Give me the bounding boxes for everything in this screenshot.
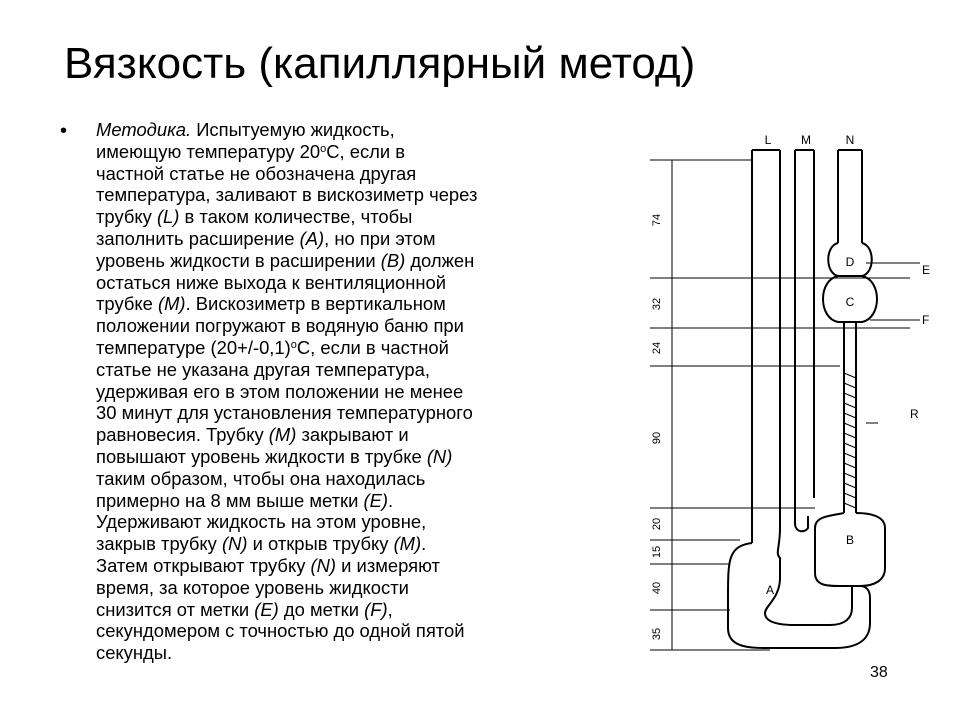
text-fragment: трубке	[96, 293, 158, 315]
body-line	[96, 468, 604, 490]
text-fragment: время, за которое уровень жидкости	[96, 576, 409, 598]
degree-superscript: о	[320, 142, 327, 155]
body-line	[96, 163, 604, 185]
viscometer-diagram	[630, 128, 940, 676]
body-line	[96, 359, 604, 381]
body-line	[96, 250, 604, 272]
text-fragment: до метки	[278, 598, 365, 620]
label-n: N	[845, 133, 855, 147]
label-d: D	[845, 255, 855, 269]
slide-title: Вязкость (капиллярный метод)	[64, 39, 696, 88]
body-line	[96, 315, 604, 337]
tube-n	[838, 150, 862, 243]
text-fragment: Удерживают жидкость на этом уровне,	[96, 511, 427, 533]
text-fragment: повышают уровень жидкости в трубке	[96, 445, 427, 467]
italic-fragment: (N)	[310, 554, 337, 576]
text-fragment: Затем открывают трубку	[96, 554, 311, 576]
italic-fragment: (M)	[268, 424, 297, 446]
text-fragment: примерно на 8 мм выше метки	[96, 489, 364, 511]
body-line	[96, 293, 604, 315]
body-line	[96, 184, 604, 206]
dimension-24: 24	[651, 341, 663, 355]
body-line	[96, 642, 604, 664]
method-description	[96, 119, 604, 664]
text-fragment: снизится от метки	[96, 598, 255, 620]
text-fragment: закрывают и	[296, 424, 409, 446]
bullet-marker: •	[60, 120, 68, 142]
text-fragment: секундомером с точностью до одной пятой	[96, 620, 465, 642]
text-fragment: в таком количестве, чтобы	[179, 206, 413, 228]
degree-superscript: о	[290, 338, 297, 351]
label-r: R	[910, 407, 919, 421]
body-line	[96, 228, 604, 250]
bulb-b	[815, 513, 885, 586]
label-a: A	[765, 583, 775, 597]
dimension-32: 32	[651, 297, 663, 311]
dimension-40: 40	[651, 581, 663, 595]
text-fragment: и измеряют	[336, 554, 440, 576]
text-fragment: статье не указана другая температура,	[96, 358, 430, 380]
text-fragment: , но при этом	[324, 227, 436, 249]
italic-fragment: (N)	[221, 533, 248, 555]
text-fragment: трубку	[96, 206, 157, 228]
text-fragment: С, если в частной	[296, 336, 449, 358]
text-fragment: температура, заливают в вискозиметр через	[96, 184, 478, 206]
italic-fragment: Методика.	[96, 119, 192, 140]
label-l: L	[764, 133, 772, 147]
text-fragment: удерживая его в этом положении не менее	[96, 380, 464, 402]
text-fragment: таким образом, чтобы она находилась	[96, 467, 426, 489]
text-fragment: заполнить расширение	[96, 227, 300, 249]
italic-fragment: (L)	[156, 206, 180, 228]
body-line	[96, 272, 604, 294]
text-fragment: . Вискозиметр в вертикальном	[185, 293, 446, 315]
text-fragment: остаться ниже выхода к вентиляционной	[96, 271, 447, 293]
tube-l	[752, 150, 780, 543]
dimension-35: 35	[651, 627, 663, 641]
text-fragment: закрыв трубку	[96, 533, 222, 555]
italic-fragment: (N)	[426, 445, 453, 467]
text-fragment: температуре (20+/-0,1)	[96, 336, 291, 358]
body-line	[96, 620, 604, 642]
tube-m	[795, 150, 814, 508]
label-c: C	[845, 295, 855, 309]
bulb-a	[728, 543, 870, 648]
body-line	[96, 511, 604, 533]
body-line	[96, 381, 604, 403]
u-bend-inner	[765, 528, 855, 625]
text-fragment: положении погружают в водяную баню при	[96, 315, 464, 337]
italic-fragment: (E)	[363, 489, 388, 511]
italic-fragment: (E)	[254, 598, 279, 620]
text-fragment: ,	[387, 598, 393, 620]
text-fragment: равновесия. Трубку	[96, 424, 269, 446]
body-line	[96, 402, 604, 424]
body-line	[96, 490, 604, 512]
body-line	[96, 577, 604, 599]
text-fragment: С, если в	[326, 140, 406, 162]
label-m: M	[801, 133, 811, 147]
body-line	[96, 446, 604, 468]
body-line	[96, 555, 604, 577]
label-f: F	[922, 313, 930, 327]
text-fragment: Испытуемую жидкость,	[191, 119, 395, 140]
dimension-90: 90	[651, 431, 663, 445]
label-e: E	[922, 263, 931, 277]
text-fragment: .	[421, 533, 427, 555]
italic-fragment: (M)	[157, 293, 186, 315]
italic-fragment: (A)	[299, 227, 325, 249]
text-fragment: секунды.	[96, 642, 173, 664]
body-line	[96, 337, 604, 359]
text-fragment: 30 минут для установления температурного	[96, 402, 473, 424]
italic-fragment: (F)	[364, 598, 388, 620]
body-line	[96, 533, 604, 555]
body-line	[96, 206, 604, 228]
italic-fragment: (B)	[380, 249, 406, 271]
italic-fragment: (M)	[393, 533, 422, 555]
dimension-20: 20	[651, 517, 663, 531]
body-line	[96, 119, 604, 141]
page-number: 38	[870, 664, 888, 681]
body-line	[96, 141, 604, 163]
text-fragment: .	[388, 489, 394, 511]
text-fragment: частной статье не обозначена другая	[96, 162, 417, 184]
body-line	[96, 424, 604, 446]
text-fragment: и открыв трубку	[247, 533, 394, 555]
text-fragment: имеющую температуру 20	[96, 140, 321, 162]
label-b: B	[845, 533, 855, 547]
text-fragment: уровень жидкости в расширении	[96, 249, 381, 271]
dimension-74: 74	[651, 213, 663, 227]
dimension-15: 15	[651, 545, 663, 559]
text-fragment: должен	[405, 249, 475, 271]
body-line	[96, 599, 604, 621]
